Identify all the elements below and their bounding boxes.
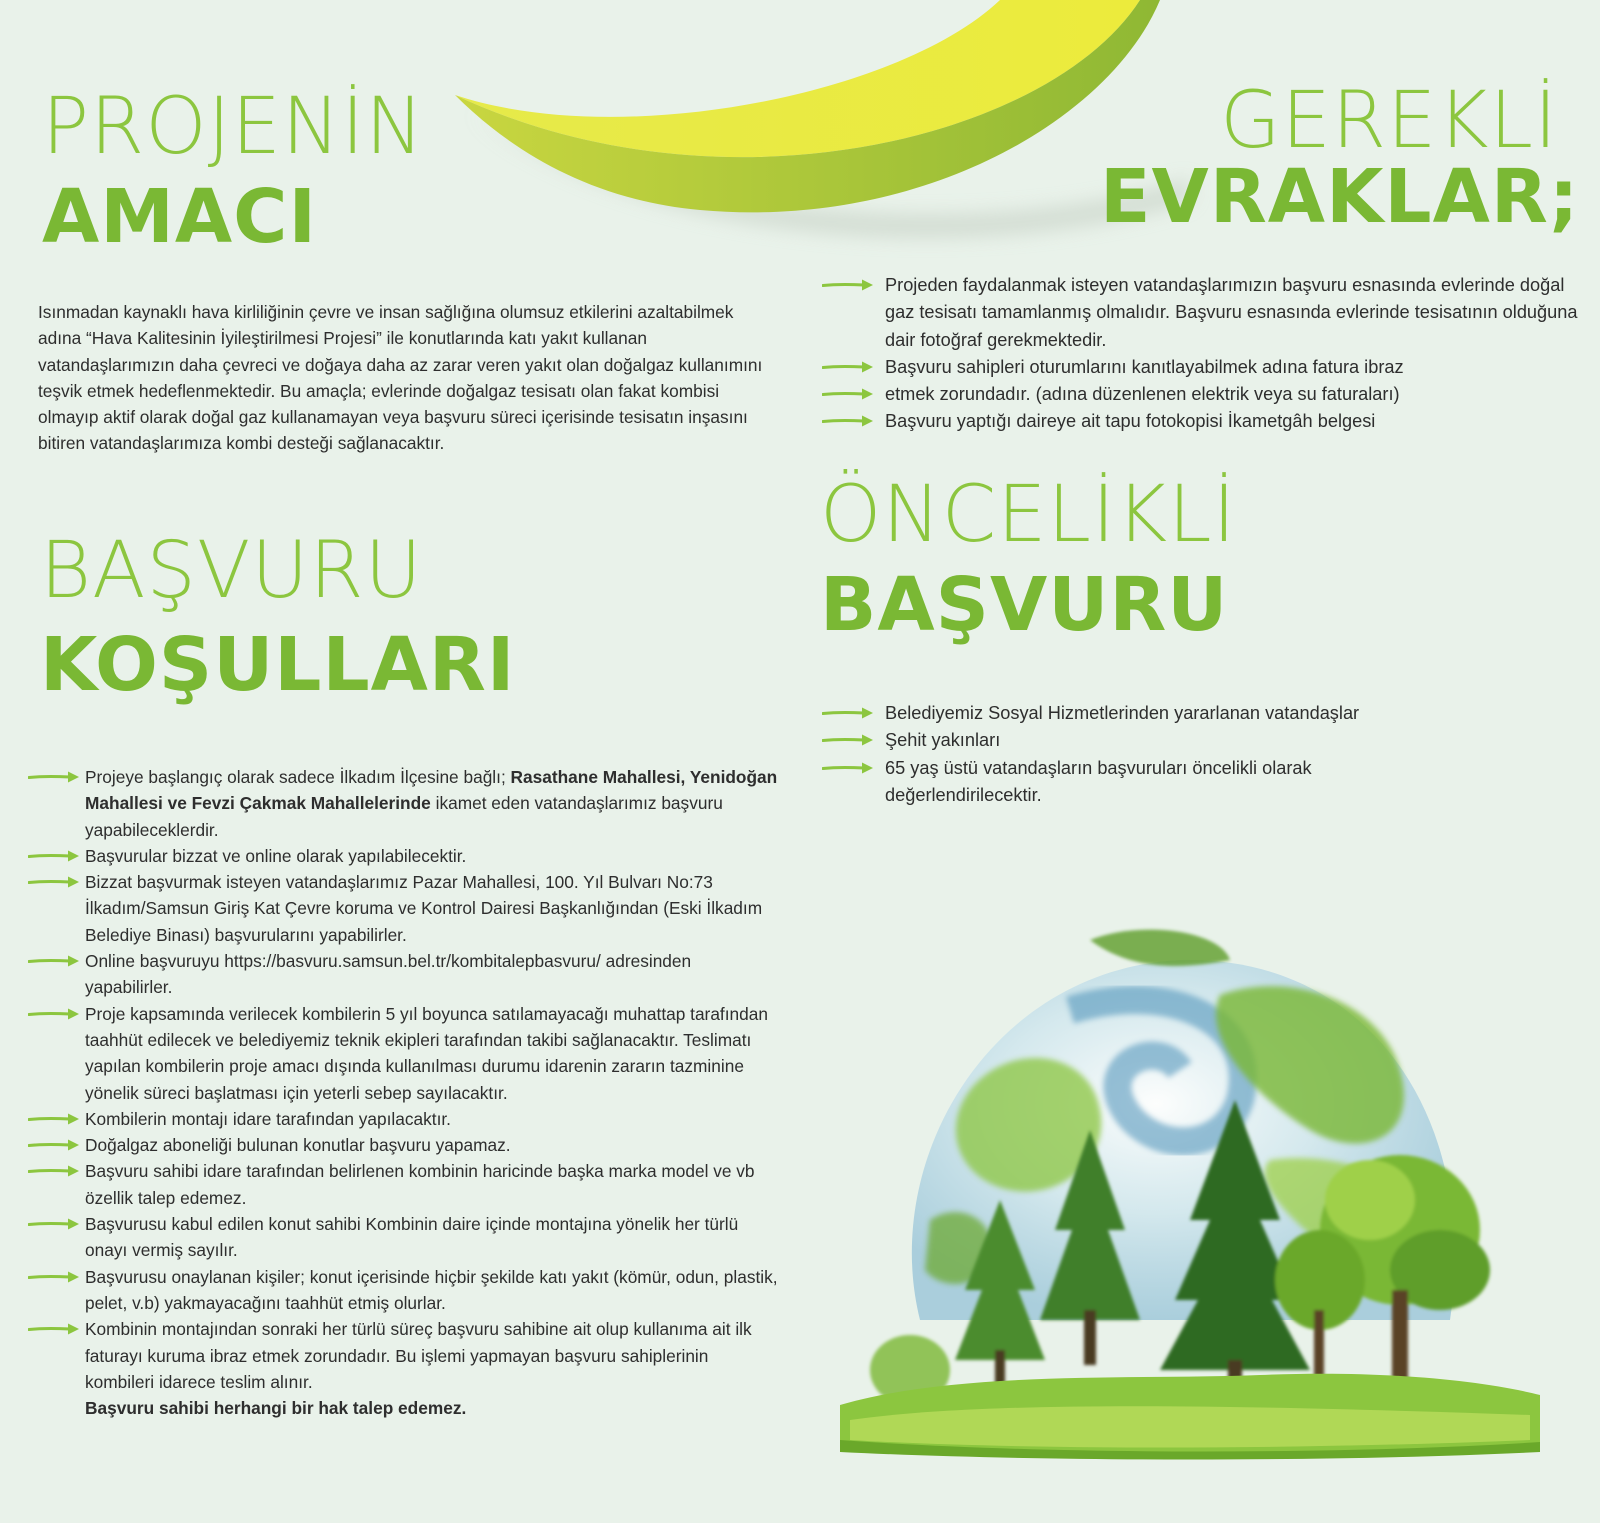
oncelikli-item-text: Şehit yakınları bbox=[885, 730, 1001, 751]
amac-heading-light: PROJENİN bbox=[42, 82, 425, 172]
list-item bbox=[28, 764, 778, 843]
evraklar-item-text: Başvuru sahipleri oturumlarını kanıtlayabilmek adına fatura ibraz bbox=[885, 356, 1404, 377]
amac-paragraph-text: Isınmadan kaynaklı hava kirliliğinin çevre ve insan sağlığına olumsuz etkilerini azaltabilmek adına “Hava Kalitesinin İyileştirilmesi Projesi” ile konutlarında katı yakıt kullanan vatandaşlarımızın daha çevreci ve doğaya daha az zarar veren yakıt olan doğalgaz kullanımını teşvik etmek hedeflenmektedir. Bu amaçla; evlerinde doğalgaz tesisatı olan fakat kombisi olmayıp aktif olarak doğal gaz kullanamayan veya başvuru süreci içerisinde tesisatın inşasını bitiren vatandaşlarımıza kombi desteği sağlanacaktır. bbox=[38, 302, 763, 454]
green-arrow-icon bbox=[28, 1112, 80, 1126]
green-arrow-icon bbox=[28, 1007, 80, 1021]
list-item bbox=[28, 1106, 778, 1132]
list-item bbox=[822, 727, 1462, 754]
green-arrow-icon bbox=[822, 733, 874, 747]
green-arrow-icon bbox=[822, 360, 874, 374]
kosullar-closing-bold: Başvuru sahibi herhangi bir hak talep edemez. bbox=[85, 1398, 467, 1419]
kosullar-item-text: Bizzat başvurmak isteyen vatandaşlarımız Pazar Mahallesi, 100. Yıl Bulvarı No:73 İlkadım/Samsun Giriş Kat Çevre koruma ve Kontrol Dairesi Başkanlığından (Eski İlkadım Belediye Binası) başvurularını yapabilirler. bbox=[85, 872, 763, 945]
list-item bbox=[28, 948, 778, 1001]
list-item bbox=[28, 1132, 778, 1158]
evraklar-heading-bold: EVRAKLAR; bbox=[1100, 154, 1580, 240]
kosullar-heading-light: BAŞVURU bbox=[40, 526, 423, 616]
list-item bbox=[822, 755, 1462, 810]
amac-paragraph bbox=[38, 299, 773, 457]
list-item bbox=[28, 1211, 778, 1264]
list-item bbox=[822, 408, 1582, 435]
kosullar-item-text: Doğalgaz aboneliği bulunan konutlar başvuru yapamaz. bbox=[85, 1135, 511, 1156]
kosullar-item-text: Başvurusu kabul edilen konut sahibi Kombinin daire içinde montajına yönelik her türlü onayı vermiş sayılır. bbox=[85, 1214, 739, 1261]
oncelikli-item-text: Belediyemiz Sosyal Hizmetlerinden yararlanan vatandaşlar bbox=[885, 703, 1360, 723]
amac-heading bbox=[42, 82, 425, 260]
green-arrow-icon bbox=[822, 278, 874, 292]
oncelikli-list bbox=[822, 700, 1462, 809]
list-item bbox=[822, 700, 1462, 727]
evraklar-heading bbox=[1100, 76, 1580, 240]
kosullar-item-text: Başvurusu onaylanan kişiler; konut içerisinde hiçbir şekilde katı yakıt (kömür, odun, plastik, pelet, v.b) yakmayacağını taahhüt etmiş olurlar. bbox=[85, 1266, 778, 1313]
oncelikli-item-text: 65 yaş üstü vatandaşların başvuruları öncelikli olarak değerlendirilecektir. bbox=[885, 757, 1312, 805]
evraklar-list bbox=[822, 272, 1582, 436]
green-arrow-icon bbox=[822, 706, 874, 720]
kosullar-item-1-post: ikamet eden vatandaşlarımız başvuru yapabileceklerdir. bbox=[85, 793, 723, 840]
kosullar-item-text: Başvuru sahibi idare tarafından belirlenen kombinin haricinde başka marka model ve vb özellik talep edemez. bbox=[85, 1161, 755, 1208]
evraklar-item-text: Projeden faydalanmak isteyen vatandaşlarımızın başvuru esnasında evlerinde doğal gaz tesisatı tamamlanmış olmalıdır. Başvuru esnasında evlerinde tesisatının olduğuna dair fotoğraf gerekmektedir. bbox=[885, 275, 1578, 350]
evraklar-heading-light: GEREKLİ bbox=[1220, 76, 1558, 166]
list-item bbox=[28, 1316, 778, 1395]
list-item bbox=[28, 1001, 778, 1106]
green-arrow-icon bbox=[28, 770, 80, 784]
evraklar-item-text: etmek zorundadır. (adına düzenlenen elektrik veya su faturaları) bbox=[885, 384, 1400, 405]
green-arrow-icon bbox=[28, 1138, 80, 1152]
green-arrow-icon bbox=[822, 761, 874, 775]
list-item bbox=[822, 381, 1582, 408]
kosullar-item-1-pre: Projeye başlangıç olarak sadece İlkadım İlçesine bağlı; bbox=[85, 767, 511, 787]
list-item bbox=[822, 354, 1582, 381]
green-arrow-icon bbox=[28, 849, 80, 863]
amac-heading-bold: AMACI bbox=[42, 174, 318, 260]
oncelikli-heading-light: ÖNCELİKLİ bbox=[820, 470, 1237, 560]
green-arrow-icon bbox=[28, 875, 80, 889]
green-arrow-icon bbox=[28, 954, 80, 968]
list-item bbox=[28, 1395, 778, 1421]
list-item bbox=[28, 869, 778, 948]
green-arrow-icon bbox=[28, 1322, 80, 1336]
oncelikli-heading bbox=[820, 470, 1237, 648]
kosullar-item-text: Kombinin montajından sonraki her türlü süreç başvuru sahibine ait olup kullanıma ait ilk faturayı kuruma ibraz etmek zorundadır. Bu işlemi yapmayan başvuru sahiplerinin kombileri idarece teslim alınır. bbox=[85, 1319, 752, 1392]
evraklar-item-text: Başvuru yaptığı daireye ait tapu fotokopisi İkametgâh belgesi bbox=[885, 411, 1376, 432]
list-item bbox=[28, 843, 778, 869]
kosullar-heading bbox=[40, 526, 516, 708]
green-arrow-icon bbox=[822, 414, 874, 428]
oncelikli-heading-bold: BAŞVURU bbox=[820, 562, 1229, 648]
green-arrow-icon bbox=[28, 1164, 80, 1178]
green-arrow-icon bbox=[28, 1270, 80, 1284]
kosullar-item-1-bold: Rasathane Mahallesi, Yenidoğan Mahallesi ve Fevzi Çakmak Mahallelerinde bbox=[85, 767, 778, 814]
kosullar-heading-bold: KOŞULLARI bbox=[40, 622, 516, 708]
kosullar-item-text: Proje kapsamında verilecek kombilerin 5 yıl boyunca satılamayacağı muhattap tarafından taahhüt edilecek ve belediyemiz teknik ekipleri tarafından takibi sağlanacaktır. Teslimatı yapılan kombilerin proje amacı dışında kullanılması durumu idarenin zararın tazminine yönelik süreci başlatması için yeterli sebep sayılacaktır. bbox=[85, 1003, 768, 1103]
watercolor-globe-trees-illustration bbox=[840, 900, 1540, 1460]
kosullar-item-text: Başvurular bizzat ve online olarak yapılabilecektir. bbox=[85, 845, 467, 866]
list-item bbox=[28, 1158, 778, 1211]
list-item bbox=[28, 1264, 778, 1317]
kosullar-item-text: Kombilerin montajı idare tarafından yapılacaktır. bbox=[85, 1108, 451, 1129]
kosullar-item-text: Online başvuruyu https://basvuru.samsun.bel.tr/kombitalepbasvuru/ adresinden yapabilirler. bbox=[85, 951, 692, 998]
green-arrow-icon bbox=[28, 1217, 80, 1231]
list-item bbox=[822, 272, 1582, 354]
green-arrow-icon bbox=[822, 387, 874, 401]
kosullar-list bbox=[28, 764, 778, 1421]
